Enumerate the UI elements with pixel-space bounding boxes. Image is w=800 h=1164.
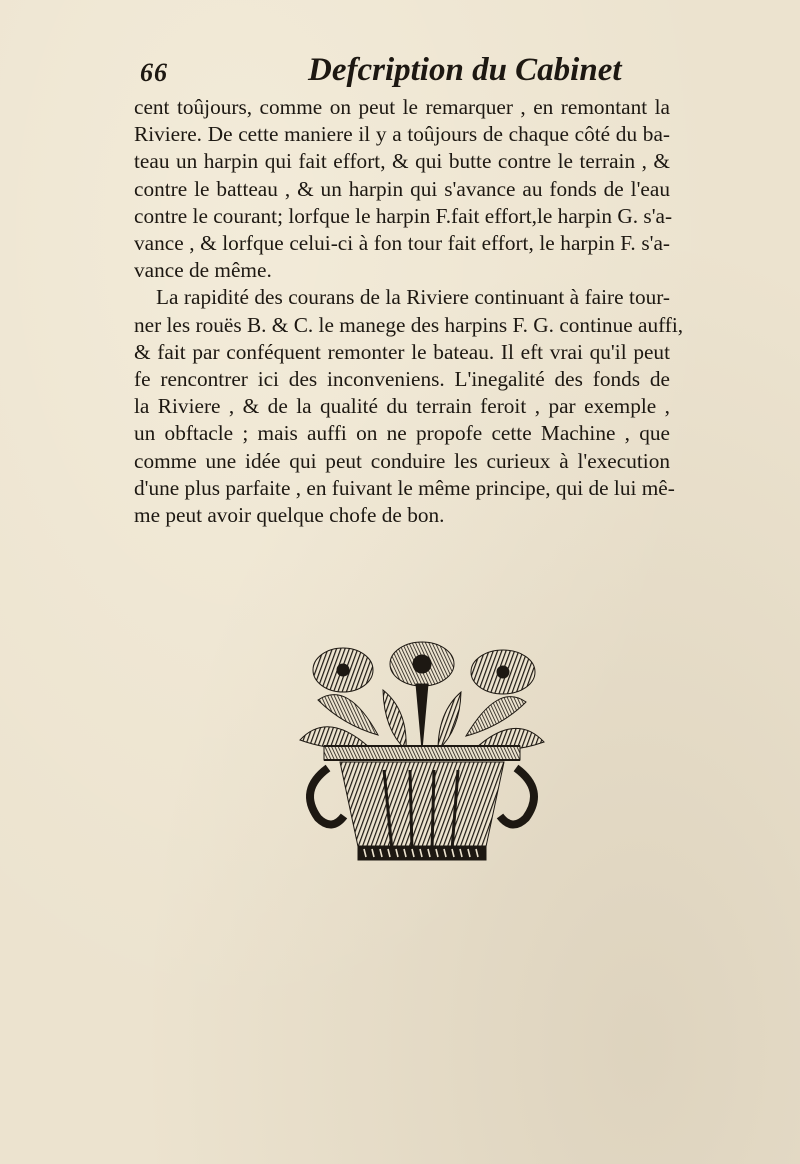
text-line: vance de même. xyxy=(134,258,272,283)
text-line: la Riviere , & de la qualité du terrain feroit , par exemple , xyxy=(134,394,670,419)
text-line: cent toûjours, comme on peut le remarquer , en remontant la xyxy=(134,95,670,119)
text-line: contre le batteau , & un harpin qui s'avance au fonds de l'eau xyxy=(134,176,670,201)
text-line: vance , & lorfque celui-ci à fon tour fait effort, le harpin F. s'a- xyxy=(134,231,670,256)
text-line: teau un harpin qui fait effort, & qui butte contre le terrain , & xyxy=(134,149,670,174)
body-text xyxy=(134,94,684,529)
text-line: d'une plus parfaite , en fuivant le même principe, qui de lui mê- xyxy=(134,475,675,500)
text-line: contre le courant; lorfque le harpin F.fait effort,le harpin G. s'a- xyxy=(134,203,673,228)
text-line: comme une idée qui peut conduire les curieux à l'execution xyxy=(134,448,670,473)
text-line: fe rencontrer ici des inconveniens. L'inegalité des fonds de xyxy=(134,367,670,392)
paragraph-first-line: La rapidité des courans de la Riviere continuant à faire tour- xyxy=(156,285,670,310)
running-head xyxy=(140,52,680,92)
text-line: Riviere. De cette maniere il y a toûjours de chaque côté du ba- xyxy=(134,122,670,147)
text-line: un obftacle ; mais auffi on ne propofe cette Machine , que xyxy=(134,421,670,446)
text-line: me peut avoir quelque chofe de bon. xyxy=(134,503,445,528)
flower-basket-vignette-icon xyxy=(288,640,556,870)
running-title: Defcription du Cabinet xyxy=(308,52,622,88)
text-line: & fait par conféquent remonter le bateau. Il eft vrai qu'il peut xyxy=(134,339,670,364)
text-line: ner les rouës B. & C. le manege des harpins F. G. continue auffi, xyxy=(134,312,684,337)
page-number: 66 xyxy=(140,58,168,87)
